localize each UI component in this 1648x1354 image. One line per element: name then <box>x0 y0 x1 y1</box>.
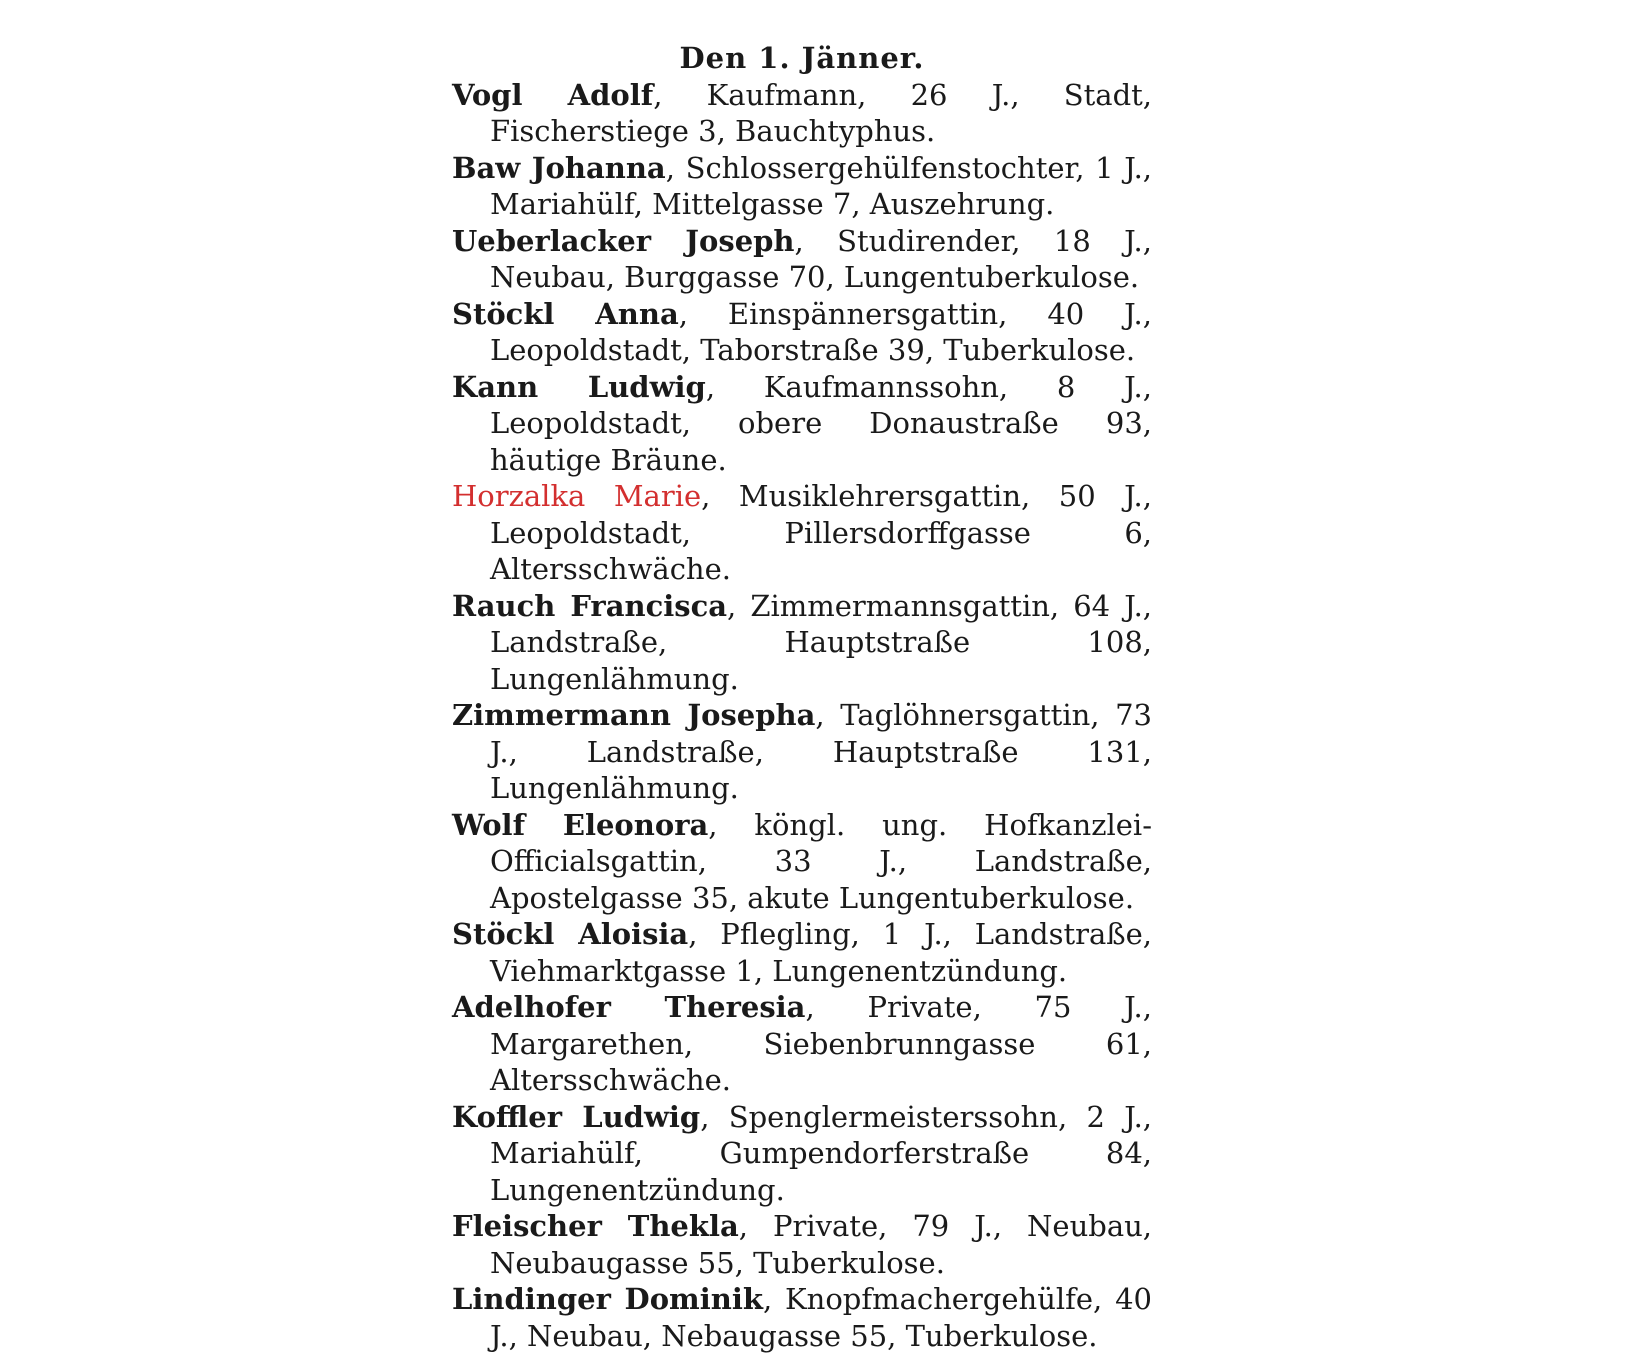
death-notice-entry <box>452 588 1152 698</box>
entry-details: , Private, 75 J., Margarethen, Siebenbrunngasse 61, Altersschwäche. <box>490 990 1152 1097</box>
entry-details: , Musiklehrersgattin, 50 J., Leopoldstadt, Pillersdorffgasse 6, Altersschwäche. <box>490 479 1152 586</box>
entry-details: , köngl. ung. Hofkanzlei-Officialsgattin, 33 J., Landstraße, Apostelgasse 35, akute Lungentuberkulose. <box>490 808 1152 915</box>
death-notice-entry <box>452 1208 1152 1281</box>
death-notice-entry <box>452 916 1152 989</box>
death-notice-entry <box>452 1281 1152 1354</box>
deceased-name-highlighted: Horzalka Marie <box>452 479 701 513</box>
entry-details: , Kaufmann, 26 J., Stadt, Fischerstiege 3, Bauchtyphus. <box>490 78 1152 149</box>
death-notice-list <box>452 77 1152 1354</box>
entry-details: , Knopfmachergehülfe, 40 J., Neubau, Nebaugasse 55, Tuberkulose. <box>490 1282 1152 1353</box>
death-notice-entry <box>452 296 1152 369</box>
death-notice-entry <box>452 989 1152 1099</box>
entry-details: , Einspännersgattin, 40 J., Leopoldstadt, Taborstraße 39, Tuberkulose. <box>490 297 1152 368</box>
deceased-name: Wolf Eleonora <box>452 808 708 842</box>
deceased-name: Ueberlacker Joseph <box>452 224 795 258</box>
entry-details: , Schlossergehülfenstochter, 1 J., Mariahülf, Mittelgasse 7, Auszehrung. <box>490 151 1152 222</box>
entry-details: , Taglöhnersgattin, 73 J., Landstraße, Hauptstraße 131, Lungenlähmung. <box>490 698 1152 805</box>
entry-details: , Zimmermannsgattin, 64 J., Landstraße, Hauptstraße 108, Lungenlähmung. <box>490 589 1152 696</box>
deceased-name: Vogl Adolf <box>452 78 653 112</box>
deceased-name: Koffler Ludwig <box>452 1100 700 1134</box>
entry-details: , Pflegling, 1 J., Landstraße, Viehmarktgasse 1, Lungenentzündung. <box>490 917 1152 988</box>
deceased-name: Zimmermann Josepha <box>452 698 815 732</box>
death-notice-entry <box>452 697 1152 807</box>
death-notice-entry <box>452 369 1152 479</box>
deceased-name: Stöckl Aloisia <box>452 917 688 951</box>
death-notice-entry <box>452 77 1152 150</box>
death-notice-entry-highlighted <box>452 478 1152 588</box>
date-heading: Den 1. Jänner. <box>452 40 1152 77</box>
death-notice-entry <box>452 1099 1152 1209</box>
deceased-name: Lindinger Dominik <box>452 1282 763 1316</box>
death-notice-entry <box>452 150 1152 223</box>
death-notice-entry <box>452 223 1152 296</box>
deceased-name: Kann Ludwig <box>452 370 706 404</box>
deceased-name: Rauch Francisca <box>452 589 727 623</box>
deceased-name: Baw Johanna <box>452 151 666 185</box>
deceased-name: Stöckl Anna <box>452 297 679 331</box>
entry-details: , Studirender, 18 J., Neubau, Burggasse 70, Lungentuberkulose. <box>490 224 1152 295</box>
entry-details: , Private, 79 J., Neubau, Neubaugasse 55, Tuberkulose. <box>490 1209 1152 1280</box>
death-notice-entry <box>452 807 1152 917</box>
newspaper-clipping <box>452 30 1152 1180</box>
entry-details: , Kaufmannssohn, 8 J., Leopoldstadt, obere Donaustraße 93, häutige Bräune. <box>490 370 1152 477</box>
entry-details: , Spenglermeisterssohn, 2 J., Mariahülf, Gumpendorferstraße 84, Lungenentzündung. <box>490 1100 1152 1207</box>
deceased-name: Adelhofer Theresia <box>452 990 805 1024</box>
deceased-name: Fleischer Thekla <box>452 1209 739 1243</box>
